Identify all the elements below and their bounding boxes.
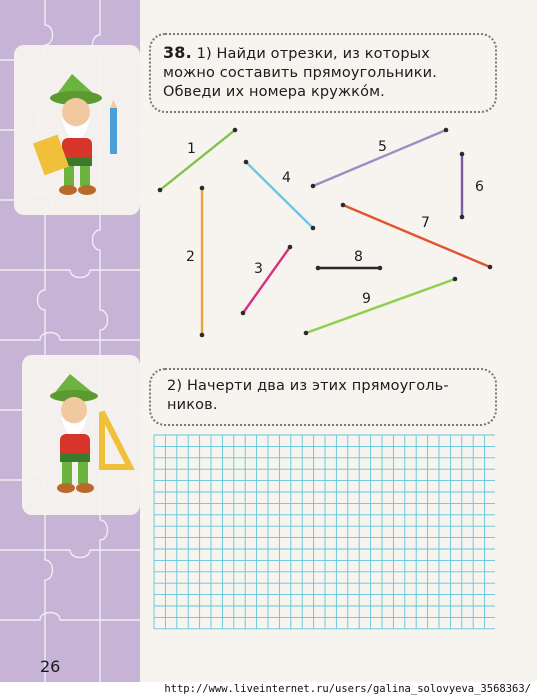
segment-label-2[interactable]: 2: [186, 249, 195, 265]
segment-9: [306, 279, 455, 333]
segment-9-endpoint-1: [304, 331, 309, 336]
segment-2-endpoint-2: [200, 333, 205, 338]
segment-label-8[interactable]: 8: [354, 249, 363, 265]
footer-url[interactable]: http://www.liveinternet.ru/users/galina_solovyeva_3568363/: [164, 683, 531, 695]
instruction-line-3: Обведи их номера кружко́м.: [163, 84, 385, 100]
segments-figure: [140, 115, 500, 345]
segment-label-6[interactable]: 6: [475, 179, 484, 195]
segment-7-endpoint-2: [488, 265, 493, 270]
segment-4-endpoint-1: [244, 160, 249, 165]
part2-line-1: 2) Начерти два из этих прямоуголь-: [167, 378, 449, 394]
segment-3-endpoint-1: [241, 311, 246, 316]
segment-1-endpoint-2: [233, 128, 238, 133]
footer-bar: [0, 682, 537, 699]
segment-label-3[interactable]: 3: [254, 261, 263, 277]
segment-label-5[interactable]: 5: [378, 139, 387, 155]
segment-8-endpoint-2: [378, 266, 383, 271]
segment-label-1[interactable]: 1: [187, 141, 196, 157]
instruction-line-1: 1) Найди отрезки, из которых: [196, 46, 431, 62]
segment-3-endpoint-2: [288, 245, 293, 250]
drawing-grid[interactable]: [153, 434, 495, 634]
task-part2: [167, 377, 449, 415]
segment-6-endpoint-2: [460, 215, 465, 220]
segment-5-endpoint-1: [311, 184, 316, 189]
segment-label-9[interactable]: 9: [362, 291, 371, 307]
gnome-with-triangle-icon: [40, 372, 135, 502]
segment-1-endpoint-1: [158, 188, 163, 193]
task-instruction: [163, 43, 437, 102]
gnome-with-ruler-and-pencil-icon: [32, 72, 132, 202]
segment-label-7[interactable]: 7: [421, 215, 430, 231]
segment-2-endpoint-1: [200, 186, 205, 191]
segment-7-endpoint-1: [341, 203, 346, 208]
segment-4-endpoint-2: [311, 226, 316, 231]
segment-label-4[interactable]: 4: [282, 170, 291, 186]
page-number: 26: [40, 657, 61, 676]
segment-9-endpoint-2: [453, 277, 458, 282]
instruction-line-2: можно составить прямоугольники.: [163, 65, 437, 81]
segment-5-endpoint-2: [444, 128, 449, 133]
segment-7: [343, 205, 490, 267]
segment-4: [246, 162, 313, 228]
segment-1: [160, 130, 235, 190]
task-number: 38.: [163, 43, 192, 62]
segment-3: [243, 247, 290, 313]
part2-line-2: ников.: [167, 397, 218, 413]
segment-6-endpoint-1: [460, 152, 465, 157]
segment-8-endpoint-1: [316, 266, 321, 271]
